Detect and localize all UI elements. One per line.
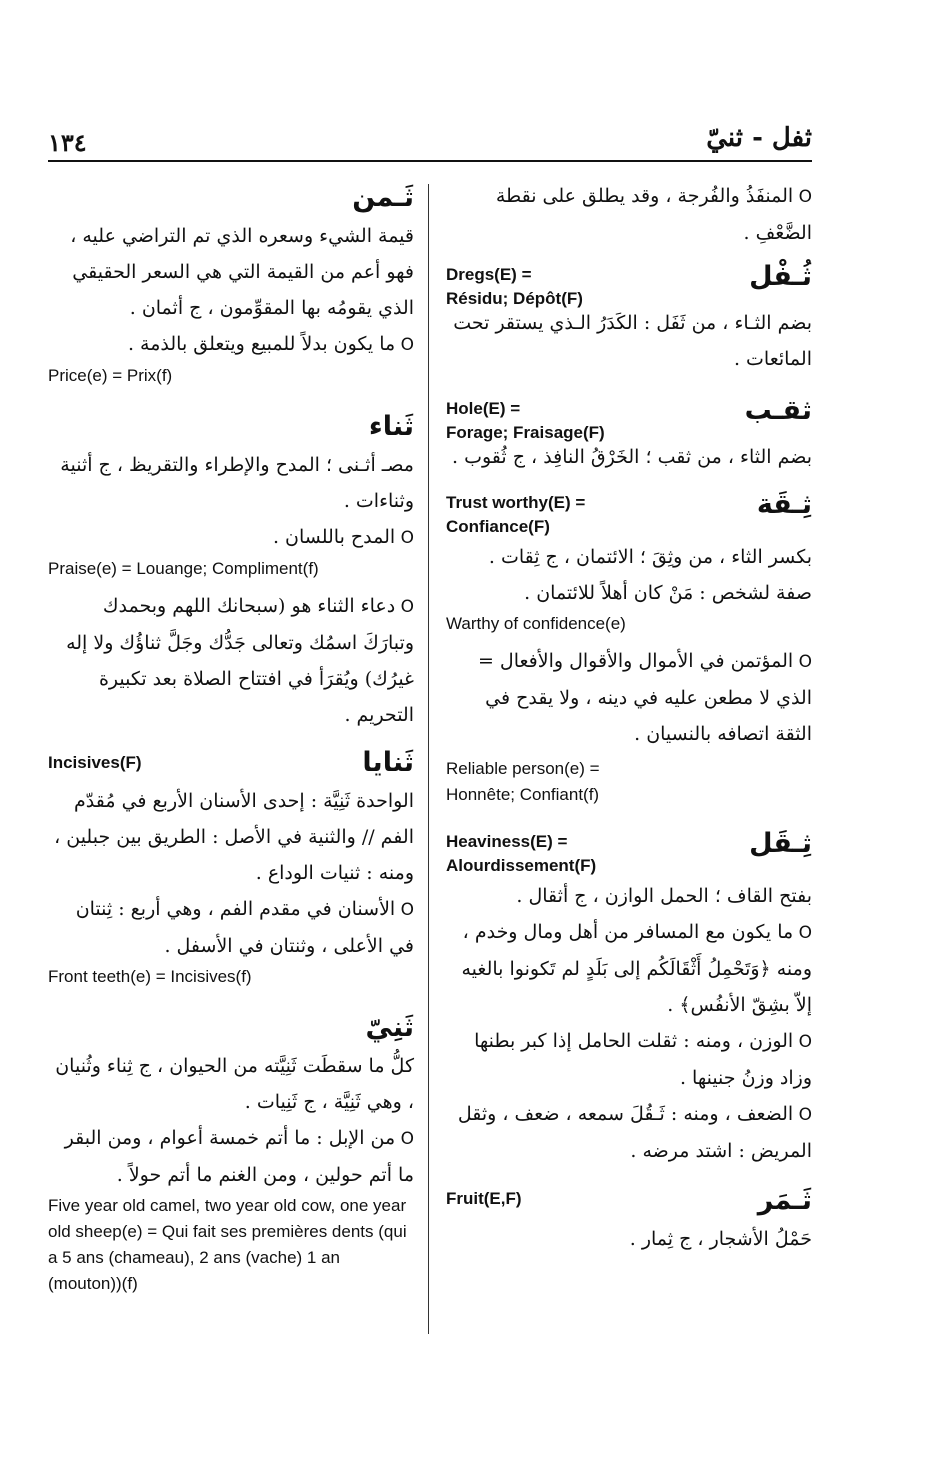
entry-thiqa — [446, 485, 812, 808]
translation: Reliable person(e) = Honnête; Confiant(f) — [446, 759, 600, 804]
page-number: ١٣٤ — [48, 128, 87, 157]
translation: Price(e) = Prix(f) — [48, 366, 173, 385]
continued-paragraph: O المنفَذُ والفُرجة ، وقد يطلق على نقطة الضَّعْفِ . — [446, 178, 812, 251]
entry-thaman — [48, 178, 414, 389]
entry-thiqal — [446, 824, 812, 1169]
definition: O دعاء الثناء هو (سبحانك اللهم وبحمدك وتبارَكَ اسمُك وتعالى جَدُّك وجَلَّ ثناؤُك ولا إله غيرُك) ويُقرَأ في افتتاح الصلاة بعد تكبيرة التحريم . — [48, 588, 414, 733]
definition: O الوزن ، ومنه : ثقلت الحامل إذا كبر بطنها وزاد وزنُ جنينها . — [446, 1023, 812, 1096]
definition: بضم الثـاء ، من ثَفَل : الكَدَرُ الـذي يستقر تحت المائعات . — [453, 312, 812, 370]
translation: Warthy of confidence(e) — [446, 614, 626, 633]
headword: ثَناء — [368, 411, 414, 442]
translation: Five year old camel, two year old cow, one year old sheep(e) = Qui fait ses premières dents (qui a 5 ans (chameau), 2 ans (vache) 1 an (mouton))(f) — [48, 1196, 407, 1293]
definition: الواحدة ثَنِيَّة : إحدى الأسنان الأربع في مُقدّم الفم // والثنية في الأصل : الطريق بين جبلين ، ومنه : ثنيات الوداع . — [54, 790, 414, 884]
translation: Heaviness(E) = Alourdissement(F) — [446, 832, 597, 875]
entry-thanaya — [48, 743, 414, 990]
definition: O المدح باللسان . — [48, 519, 414, 556]
translation: Trust worthy(E) = Confiance(F) — [446, 493, 586, 536]
headword: ثَـمَر — [757, 1185, 812, 1216]
definition: O الضعف ، ومنه : ثَـقُلَ سمعه ، ضعف ، وثقل المريض : اشتد مرضه . — [446, 1096, 812, 1169]
entry-thamar — [446, 1181, 812, 1257]
headword: ثَـمن — [352, 182, 414, 213]
entry-thuqb — [446, 391, 812, 475]
header-rule — [48, 160, 812, 162]
definition: صفة لشخص : مَنْ كان أهلاً للائتمان . — [524, 582, 812, 604]
definition: O من الإبل : ما أتم خمسة أعوام ، ومن البقر ما أتم حولين ، ومن الغنم ما أتم حولاً . — [48, 1120, 414, 1193]
translation: Fruit(E,F) — [446, 1189, 522, 1208]
translation: Praise(e) = Louange; Compliment(f) — [48, 559, 319, 578]
headword: ثُـفْل — [749, 261, 812, 292]
entry-thufl — [446, 257, 812, 377]
entry-thanaa — [48, 407, 414, 733]
definition: بضم الثاء ، من ثقب ؛ الخَرْقُ النافِذ ، ج ثُقوب . — [452, 446, 812, 468]
definition: O المؤتمن في الأموال والأقوال والأفعال = الذي لا مطعن عليه في دينه ، ولا يقدح في الثقة اتصافه بالنسيان . — [446, 643, 812, 752]
definition: بكسر الثاء ، من وثِقَ ؛ الائتمان ، ج ثِقات . — [488, 546, 812, 568]
headword: ثقـب — [744, 395, 812, 426]
definition: كلُّ ما سقطَت ثَنِيَّته من الحيوان ، ج ثِناء وثُنيان ، وهي ثَنِيَّة ، ج ثَنِيات . — [55, 1055, 414, 1113]
definition: مصـ أثـنى ؛ المدح والإطراء والتقريظ ، ج أثنية وثناءات . — [60, 454, 414, 512]
entry-thaniyy — [48, 1008, 414, 1297]
page-header — [0, 0, 944, 170]
page-range-title: ثفل - ثنيّ — [706, 123, 812, 153]
definition: O ما يكون مع المسافر من أهل ومال وخدم ، ومنه ﴿وَتَحْمِلُ أَثْقَالَكُم إلى بَلَدٍ لم تَكونوا بالغيه إلاّ بشِقّ الأنفُس﴾ . — [446, 914, 812, 1023]
headword: ثَنِيّ — [365, 1012, 414, 1043]
translation: Hole(E) = Forage; Fraisage(F) — [446, 399, 605, 442]
definition: بفتح القاف ؛ الحمل الوازن ، ج أثقال . — [516, 885, 812, 907]
column-divider — [428, 184, 429, 1334]
headword: ثَنايا — [362, 747, 414, 778]
definition: O ما يكون بدلاً للمبيع ويتعلق بالذمة . — [48, 326, 414, 363]
headword: ثِـقَل — [749, 828, 812, 859]
definition: O الأسنان في مقدم الفم ، وهي أربع : ثِنتان في الأعلى ، وثنتان في الأسفل . — [48, 891, 414, 964]
left-column — [48, 178, 414, 1307]
right-column — [446, 178, 812, 1267]
definition: حَمْلُ الأشجار ، ج ثِمار . — [629, 1228, 812, 1250]
headword: ثِـقَة — [756, 489, 812, 520]
definition: قيمة الشيء وسعره الذي تم التراضي عليه ، فهو أعم من القيمة التي هي السعر الحقيقي الذي يقومُه بها المقوِّمون ، ج أثمان . — [70, 225, 414, 319]
translation: Front teeth(e) = Incisives(f) — [48, 967, 252, 986]
translation: Dregs(E) = Résidu; Dépôt(F) — [446, 265, 583, 308]
translation: Incisives(F) — [48, 753, 142, 772]
